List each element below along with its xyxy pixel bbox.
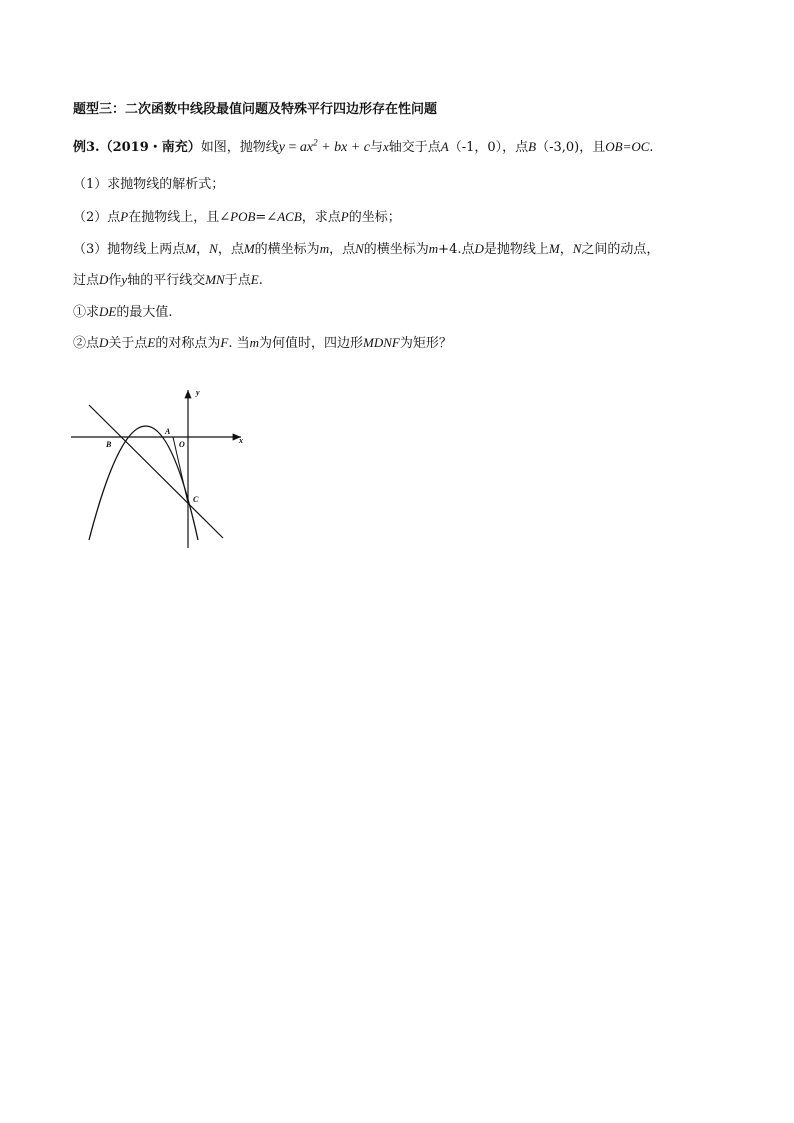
label-a: A <box>165 427 171 436</box>
sub-question-1: ①求DE的最大值. <box>73 304 173 320</box>
example-statement: 例3.（2019・南充）如图，抛物线$y = ax^2$ + bx + c与x轴交于点A（-1，0），点B（-3,0)，且OB=OC. <box>73 137 654 155</box>
question-2: （2）点P在抛物线上，且∠POB=∠ACB，求点P的坐标； <box>73 209 401 225</box>
parabola-figure <box>65 380 255 555</box>
line-bc <box>89 405 223 538</box>
question-3: （3）抛物线上两点M，N，点M的横坐标为m，点N的横坐标为m+4.点D是抛物线上M，N之间的动点， <box>73 241 660 257</box>
example-label: 例3.（2019・南充） <box>73 140 201 155</box>
label-y: y <box>196 388 200 397</box>
label-o: O <box>179 440 185 449</box>
section-title: 题型三：二次函数中线段最值问题及特殊平行四边形存在性问题 <box>73 102 438 117</box>
label-b: B <box>106 440 112 449</box>
sub-question-2: ②点D关于点E的对称点为F. 当m为何值时，四边形MDNF为矩形？ <box>73 335 452 351</box>
question-1: （1）求抛物线的解析式； <box>73 177 225 192</box>
equation: $y = ax^2$ + bx + c <box>278 137 370 155</box>
question-3-continued: 过点D作y轴的平行线交MN于点E. <box>73 272 263 288</box>
label-x: x <box>239 436 243 445</box>
label-c: C <box>193 495 199 504</box>
